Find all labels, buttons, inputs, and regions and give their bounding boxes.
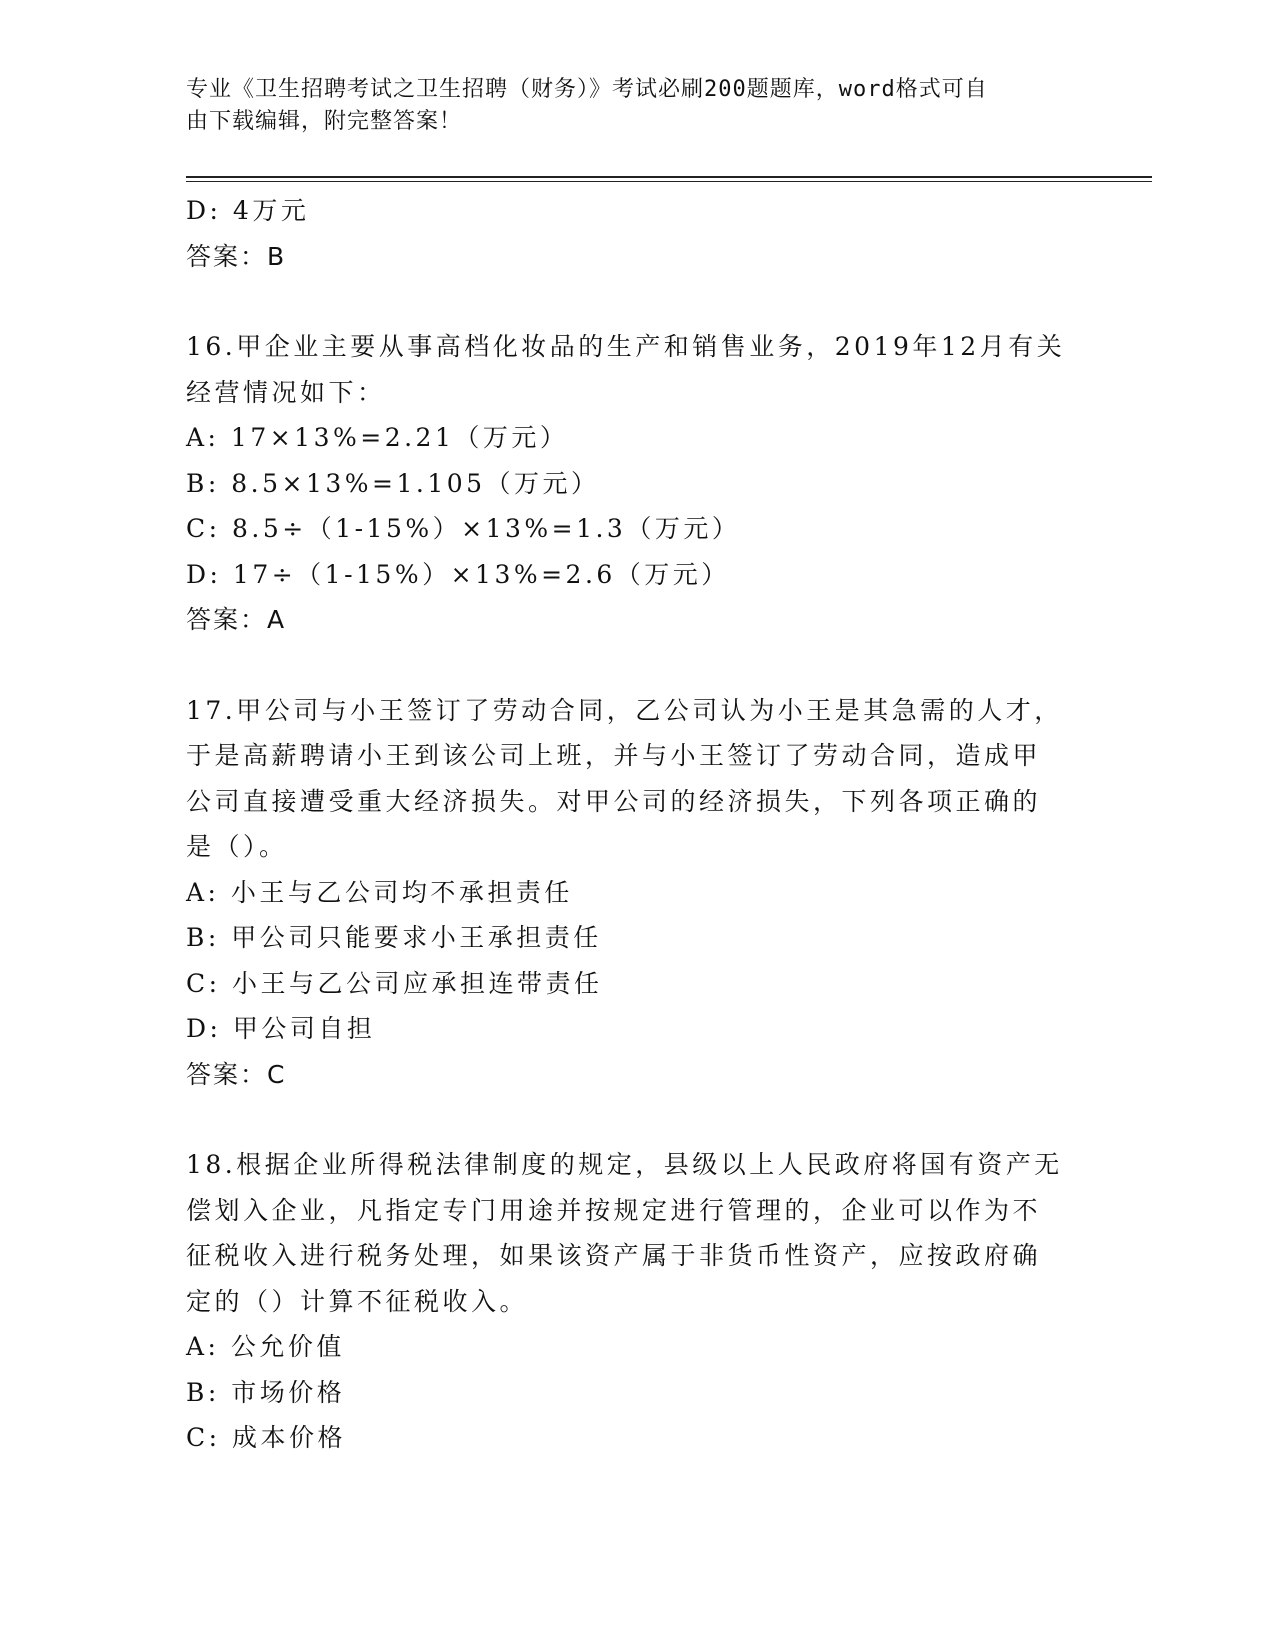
question-18 <box>186 1142 1066 1461</box>
stem-line: 定的（）计算不征税收入。 <box>186 1286 529 1316</box>
stem-line: 公司直接遭受重大经济损失。对甲公司的经济损失，下列各项正确的 <box>186 786 1042 816</box>
question-17 <box>186 688 1066 1098</box>
option-d: D: 4万元 <box>186 196 310 225</box>
answer-line: 答案：A <box>186 605 287 634</box>
header-title-line-2: 由下载编辑，附完整答案！ <box>186 109 463 134</box>
stem-line: 于是高薪聘请小王到该公司上班，并与小王签订了劳动合同，造成甲 <box>186 741 1042 770</box>
option-a: A: 公允价值 <box>186 1332 345 1361</box>
stem-line: 17.甲公司与小王签订了劳动合同，乙公司认为小王是其急需的人才， <box>186 695 1063 725</box>
option-d: D: 17÷（1-15%）×13%=2.6（万元） <box>186 559 730 589</box>
stem-line: 偿划入企业，凡指定专门用途并按规定进行管理的，企业可以作为不 <box>186 1195 1042 1225</box>
answer-line: 答案：C <box>186 1059 287 1089</box>
option-b: B: 甲公司只能要求小王承担责任 <box>186 923 602 952</box>
stem-line: 征税收入进行税务处理，如果该资产属于非货币性资产，应按政府确 <box>186 1241 1042 1270</box>
option-c: C: 成本价格 <box>186 1423 346 1452</box>
question-stem <box>186 688 1066 870</box>
stem-line: 是（）。 <box>186 832 288 861</box>
option-b: B: 市场价格 <box>186 1377 346 1407</box>
option-d: D: 甲公司自担 <box>186 1014 376 1043</box>
question-stem <box>186 324 1066 415</box>
header-divider-thin <box>186 181 1152 182</box>
question-content <box>186 188 1066 1461</box>
question-stem <box>186 1142 1066 1324</box>
option-c: C: 8.5÷（1-15%）×13%=1.3（万元） <box>186 514 741 543</box>
header-title-line-1: 专业《卫生招聘考试之卫生招聘（财务）》考试必刷200题题库，word格式可自 <box>186 77 988 102</box>
option-a: A: 17×13%=2.21（万元） <box>186 423 569 452</box>
stem-line: 16.甲企业主要从事高档化妆品的生产和销售业务，2019年12月有关 <box>186 332 1066 361</box>
option-c: C: 小王与乙公司应承担连带责任 <box>186 968 603 998</box>
stem-line: 经营情况如下： <box>186 377 386 407</box>
page-header <box>186 74 1066 138</box>
option-a: A: 小王与乙公司均不承担责任 <box>186 877 573 907</box>
stem-line: 18.根据企业所得税法律制度的规定，县级以上人民政府将国有资产无 <box>186 1150 1063 1179</box>
option-b: B: 8.5×13%=1.105（万元） <box>186 468 600 498</box>
previous-question-fragment <box>186 188 1066 279</box>
question-16 <box>186 324 1066 643</box>
header-divider-thick <box>186 176 1152 178</box>
answer-line: 答案：B <box>186 241 287 271</box>
